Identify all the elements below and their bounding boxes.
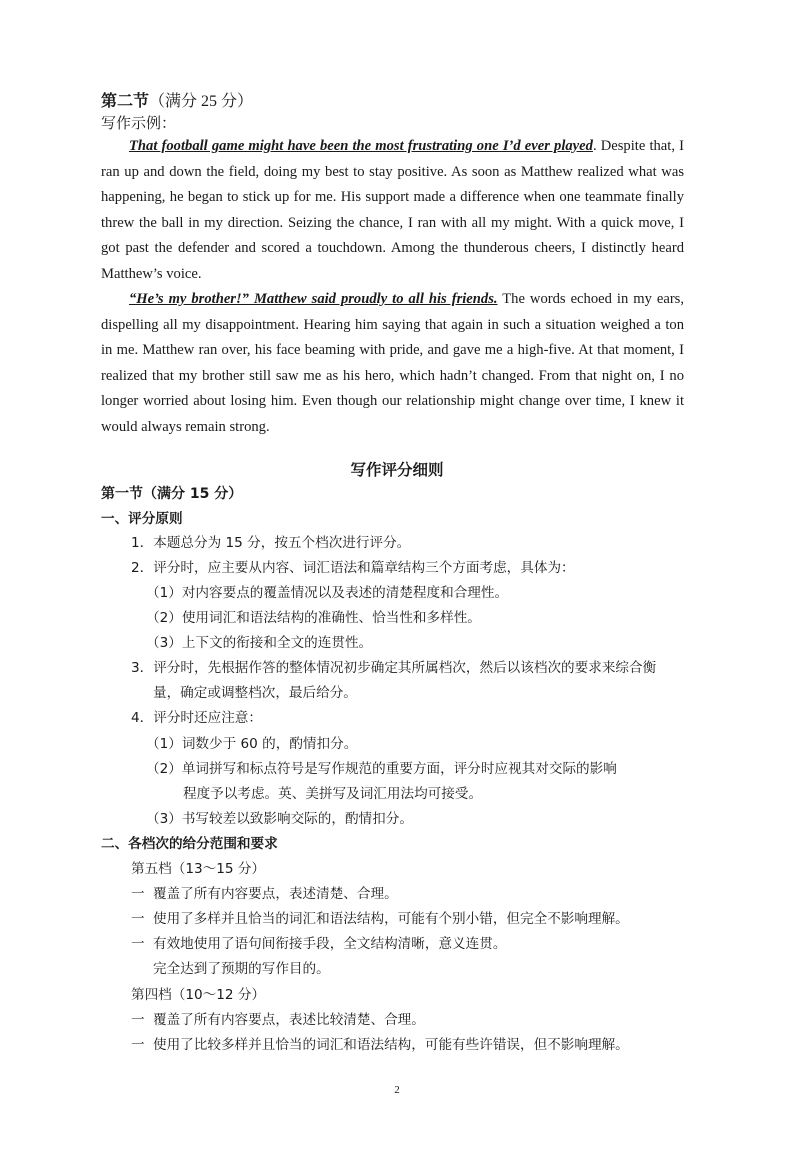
essay-paragraph-2-lead: “He’s my brother!” Matthew said proudly to all his friends. bbox=[129, 291, 498, 307]
rubric-title: 写作评分细则 bbox=[350, 461, 444, 479]
rule-item-4-sub-3: （3）书写较差以致影响交际的，酌情扣分。 bbox=[146, 811, 413, 827]
dash-marker: 一 bbox=[131, 911, 145, 927]
sample-essay bbox=[101, 134, 684, 440]
band-4-item-2: 一 使用了比较多样并且恰当的词汇和语法结构，可能有些许错误，但不影响理解。 bbox=[131, 1037, 629, 1053]
band-5-conclusion: 完全达到了预期的写作目的。 bbox=[153, 961, 330, 977]
essay-paragraph-1-body: . Despite that, I ran up and down the field, doing my best to stay positive. As soon as Matthew realized what was happening, he began to stick up for me. His support made a difference when one teammate finally threw the ball in my direction. Seizing the chance, I ran with all my might. With a quick move, I got past the defender and scored a touchdown. Among the thunderous cheers, I distinctly heard Matthew’s voice. bbox=[101, 138, 684, 282]
section1-heading: 第一节（满分 15 分） bbox=[101, 486, 243, 502]
rule-item-4-sub-1: （1）词数少于 60 的，酌情扣分。 bbox=[146, 736, 358, 752]
section-heading bbox=[101, 88, 253, 111]
part2-heading: 二、各档次的给分范围和要求 bbox=[101, 836, 278, 852]
section-heading-bold: 第二节 bbox=[101, 93, 150, 110]
example-label: 写作示例： bbox=[101, 116, 177, 132]
essay-paragraph-2-body: The words echoed in my ears, dispelling all my disappointment. Hearing him saying that again in such a situation weighed a ton in me. Matthew ran over, his face beaming with pride, and gave me a high-five. At that moment, I realized that my brother still saw me as his hero, which hadn’t changed. From that night on, I no longer worried about losing him. Even though our relationship might change over time, I knew it would always remain strong. bbox=[101, 291, 685, 435]
rule-item-2-sub-3: （3）上下文的衔接和全文的连贯性。 bbox=[146, 635, 373, 651]
rule-item-4-sub-2-line-1: （2）单词拼写和标点符号是写作规范的重要方面，评分时应视其对交际的影响 bbox=[146, 761, 617, 777]
rule-item-2-sub-2: （2）使用词汇和语法结构的准确性、恰当性和多样性。 bbox=[146, 610, 481, 626]
band-5-item-2: 一 使用了多样并且恰当的词汇和语法结构，可能有个别小错，但完全不影响理解。 bbox=[131, 911, 629, 927]
dash-marker: 一 bbox=[131, 886, 145, 902]
dash-marker: 一 bbox=[131, 1012, 145, 1028]
section-heading-score: （满分 25 分） bbox=[149, 93, 254, 110]
rule-item-4: 4．评分时还应注意： bbox=[131, 710, 262, 726]
rule-item-3-line-1: 3．评分时，先根据作答的整体情况初步确定其所属档次，然后以该档次的要求来综合衡 bbox=[131, 660, 657, 676]
rule-item-2-sub-1: （1）对内容要点的覆盖情况以及表述的清楚程度和合理性。 bbox=[146, 585, 509, 601]
band-4-item-1: 一 覆盖了所有内容要点，表述比较清楚、合理。 bbox=[131, 1012, 425, 1028]
band-4-title: 第四档（10～12 分） bbox=[131, 987, 266, 1003]
band-5-item-1: 一 覆盖了所有内容要点，表述清楚、合理。 bbox=[131, 886, 398, 902]
rule-item-1: 1．本题总分为 15 分，按五个档次进行评分。 bbox=[131, 535, 411, 551]
rule-item-4-sub-2-line-2: 程度予以考虑。英、美拼写及词汇用法均可接受。 bbox=[183, 786, 483, 802]
dash-marker: 一 bbox=[131, 1037, 145, 1053]
band-5-title: 第五档（13～15 分） bbox=[131, 861, 266, 877]
essay-paragraph-1-lead: That football game might have been the most frustrating one I’d ever played bbox=[129, 138, 593, 154]
band-5-item-3: 一 有效地使用了语句间衔接手段，全文结构清晰，意义连贯。 bbox=[131, 936, 507, 952]
part1-heading: 一、评分原则 bbox=[101, 511, 183, 527]
rule-item-3-line-2: 量，确定或调整档次，最后给分。 bbox=[153, 685, 357, 701]
essay-paragraph-2 bbox=[101, 287, 684, 440]
rule-item-2: 2．评分时，应主要从内容、词汇语法和篇章结构三个方面考虑，具体为： bbox=[131, 560, 575, 576]
page-number: 2 bbox=[394, 1084, 400, 1096]
essay-paragraph-1 bbox=[101, 134, 684, 287]
dash-marker: 一 bbox=[131, 936, 145, 952]
